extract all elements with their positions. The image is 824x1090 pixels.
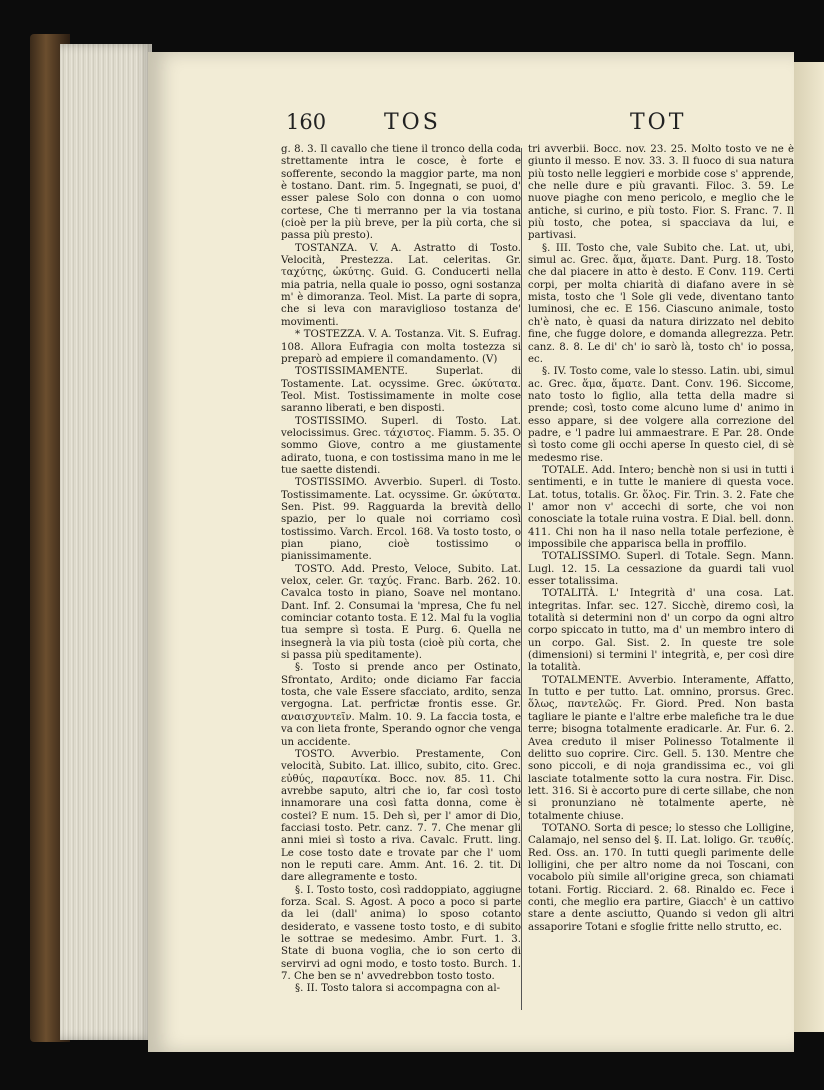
facing-page-edge [794, 62, 824, 1032]
entry-paragraph: TOTALMENTE. Avverbio. Interamente, Affatto, In tutto e per tutto. Lat. omnino, prorsus. Grec. ὅλως, παντελῶς. Fr. Giord. Pred. Non basta tagliare le piante e l'altre erbe malefiche tra le due terre; bisogna totalmente eradicarle. Ar. Fur. 6. 2. Avea creduto il miser Polinesso Totalmente il delitto suo coprire. Circ. Gell. 5. 130. Mentre che sono piccoli, e di noja grandissima ec., voi gli lasciate totalmente sotto la cura nostra. Fir. Disc. lett. 316. Si è accorto pure di certe sillabe, che non si pronunziano nè totalmente aperte, nè totalmente chiuse. [528, 674, 794, 822]
page-edges [60, 44, 152, 1040]
entry-paragraph: TOSTO. Avverbio. Prestamente, Con velocità, Subito. Lat. illico, subito, cito. Grec. εὐθύς, παραυτίκα. Bocc. nov. 85. 11. Chi avrebbe saputo, altri che io, far così tosto innamorare una così fatta donna, come è costei? E num. 15. Deh sì, per l' amor di Dio, facciasi tosto. Petr. canz. 7. 7. Che menar gli anni miei sì tosto a riva. Cavalc. Frutt. ling. Le cose tosto date e trovate par che l' uom non le reputi care. Amm. Ant. 16. 2. tit. Di dare allegramente e tosto. [281, 748, 521, 884]
entry-paragraph: g. 8. 3. Il cavallo che tiene il tronco della coda strettamente intra le cosce, è forte e sofferente, secondo la maggior parte, ma non è tostano. Dant. rim. 5. Ingegnati, se puoi, d' esser palese Solo con donna o con uomo cortese, Che ti merranno per la via tostana (cioè per la più breve, per la più corta, che si passa più presto). [281, 144, 521, 242]
entry-paragraph: TOSTISSIMO. Avverbio. Superl. di Tosto. Tostissimamente. Lat. ocyssime. Gr. ὠκύτατα. Sen. Pist. 99. Ragguarda la brevità dello spazio, per lo quale noi corriamo così tostissimo. Varch. Ercol. 168. Va tosto tosto, o pian piano, cioè tostissimo o pianissimamente. [281, 477, 521, 563]
page-number: 160 [286, 110, 327, 134]
entry-paragraph: §. IV. Tosto come, vale lo stesso. Latin. ubi, simul ac. Grec. ἅμα, ἅματε. Dant. Conv. 196. Siccome, nato tosto lo figlio, alla tetta della madre si prende; così, tosto come alcuno lume d' animo in esso appare, si dee volgere alla correzione del padre, e 'l padre lui ammaestrare. E Par. 28. Onde sì tosto come gli occhi aperse In questo ciel, di sè medesmo rise. [528, 366, 794, 464]
entry-paragraph: TOTALISSIMO. Superl. di Totale. Segn. Mann. Lugl. 12. 15. La cessazione da guardi tali vuol esser totalissima. [528, 551, 794, 588]
entry-paragraph: §. I. Tosto tosto, così raddoppiato, aggiugne forza. Scal. S. Agost. A poco a poco si parte da lei (dall' anima) lo sposo cotanto desiderato, e vassene tosto tosto, e di subito le sottrae se medesimo. Ambr. Furt. 1. 3. State di buona voglia, che io son certo di servirvi ad ogni modo, e tosto tosto. Burch. 1. 7. Che ben se n' avvedrebbon tosto tosto. [281, 884, 521, 983]
entry-paragraph: TOTANO. Sorta di pesce; lo stesso che Lolligine, Calamajo, nel senso del §. II. Lat. loligo. Gr. τευθίς. Red. Oss. an. 170. In tutti quegli parimente delle lolligini, che per altro nome da noi Toscani, con vocabolo più simile all'origine greca, son chiamati totani. Fortig. Ricciard. 2. 68. Rinaldo ec. Fece i conti, che meglio era partire, Giacch' è un cattivo stare a dente asciutto, Quando si vedon gli altri assaporire Totani e sfoglie fritte nello strutto, ec. [528, 822, 794, 933]
entry-paragraph: §. II. Tosto talora si accompagna con al- [295, 983, 501, 995]
entry-paragraph: TOTALITÀ. L' Integrità d' una cosa. Lat. integritas. Infar. sec. 127. Sicchè, diremo così, la totalità si determini non d' un corpo da ogni altro corpo spiccato in tutto, ma d' un membro intero di un corpo. Gal. Sist. 2. In queste tre sole (dimensioni) si termini l' integrità, e, per così dire la totalità. [528, 588, 794, 674]
entry-paragraph: §. Tosto si prende anco per Ostinato, Sfrontato, Ardito; onde diciamo Far faccia tosta, che vale Essere sfacciato, ardito, senza vergogna. Lat. perfrictæ frontis esse. Gr. αναισχυντεῖν. Malm. 10. 9. La faccia tosta, e va con lieta fronte, Sperando ognor che venga un accidente. [281, 662, 521, 748]
left-column [281, 144, 521, 1014]
entry-paragraph: TOSTISSIMAMENTE. Superlat. di Tostamente. Lat. ocyssime. Grec. ὠκύτατα. Teol. Mist. Tostissimamente in molte cose saranno liberati, e ben disposti. [281, 366, 521, 415]
entry-paragraph: TOTALE. Add. Intero; benchè non si usi in tutti i sentimenti, e in tutte le maniere di questa voce. Lat. totus, totalis. Gr. ὅλος. Fir. Trin. 3. 2. Fate che l' amor non v' accechi di sorte, che voi non conosciate la totale ruina vostra. E Dial. bell. donn. 411. Chi non ha il naso nella totale perfezione, è impossibile che apparisca bella in proffilo. [528, 464, 794, 550]
entry-paragraph: tri avverbii. Bocc. nov. 23. 25. Molto tosto ve ne è giunto il messo. E nov. 33. 3. Il fuoco di sua natura più tosto nelle leggieri e morbide cose s' apprende, che nelle dure e più gravanti. Filoc. 3. 59. Le nuove piaghe con meno pericolo, e meglio che le antiche, si curino, e più tosto. Fior. S. Franc. 7. Il più tosto, che potea, si spacciava da lui, e partivasi. [528, 144, 794, 242]
entry-paragraph: TOSTISSIMO. Superl. di Tosto. Lat. velocissimus. Grec. τάχιστος. Fiamm. 5. 35. O sommo Giove, contro a me giustamente adirato, tuona, e con tostissima mano in me le tue saette distendi. [281, 415, 521, 476]
entry-paragraph: * TOSTEZZA. V. A. Tostanza. Vit. S. Eufrag. 108. Allora Eufragia con molta tostezza si preparò ad empiere il comandamento. (V) [281, 329, 521, 365]
entry-paragraph: TOSTANZA. V. A. Astratto di Tosto. Velocità, Prestezza. Lat. celeritas. Gr. ταχύτης, ὠκύτης. Guid. G. Conducerti nella mia patria, nella quale io posso, ogni sostanza m' è dimoranza. Teol. Mist. La parte di sopra, che si leva con maraviglioso tostanza de' movimenti. [281, 242, 521, 328]
right-column [528, 144, 794, 1014]
column-rule [521, 148, 522, 1010]
header-left-word: TOS [384, 110, 441, 135]
running-header [148, 110, 794, 146]
header-right-word: TOT [630, 110, 687, 135]
entry-paragraph: TOSTO. Add. Presto, Veloce, Subito. Lat. velox, celer. Gr. ταχύς. Franc. Barb. 262. 10. Cavalca tosto in piano, Soave nel montano. Dant. Inf. 2. Consumai la 'mpresa, Che fu nel cominciar cotanto tosta. E 12. Mal fu la voglia tua sempre sì tosta. E Purg. 6. Quella ne insegnerà la via più tosta (cioè più corta, che si passa più speditamente). [281, 563, 521, 662]
entry-paragraph: §. III. Tosto che, vale Subito che. Lat. ut, ubi, simul ac. Grec. ἅμα, ἅματε. Dant. Purg. 18. Tosto che dal piacere in atto è desto. E Conv. 119. Certi corpi, per molta chiarità di diafano avere in sè mista, tosto che 'l Sole gli vede, diventano tanto luminosi, che ec. E 156. Ciascuno animale, tosto ch'è nato, è quasi da natura dirizzato nel debito fine, che fugge dolore, e domanda allegrezza. Petr. canz. 8. 8. Le di' ch' io sarò là, tosto ch' io possa, ec. [528, 242, 794, 365]
